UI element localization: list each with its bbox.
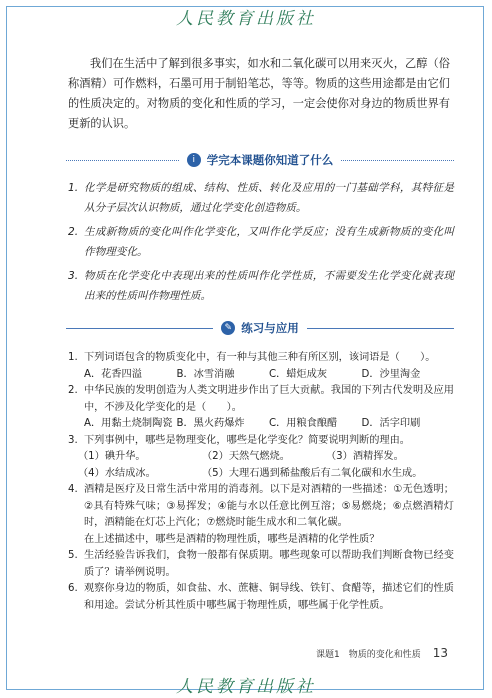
list-item: [68, 222, 454, 262]
page-footer: [316, 646, 448, 660]
question-text: 酒精是医疗及日常生活中常用的消毒剂。以下是对酒精的一些描述：①无色透明；②具有特殊气味；③易挥发；④能与水以任意比例互溶；⑤易燃烧；⑥点燃酒精灯时，酒精能在灯芯上汽化；⑦燃烧时能生成水和二氧化碳。: [84, 484, 454, 528]
pencil-badge-icon: ✎: [221, 321, 235, 335]
question-text: 生活经验告诉我们，食物一般都有保质期。哪些现象可以帮助我们判断食物已经变质了？请举例说明。: [84, 550, 454, 578]
learned-list: [68, 178, 454, 310]
question-4-followup: 在上述描述中，哪些是酒精的物理性质，哪些是酒精的化学性质？: [84, 533, 380, 545]
info-badge-icon: i: [187, 153, 201, 167]
question-2: [68, 383, 454, 416]
question-3-items: [68, 449, 454, 482]
question-number: 2.: [68, 385, 78, 396]
item-number: 3.: [68, 270, 79, 282]
sub-item: （2）天然气燃烧。: [202, 451, 290, 462]
heading-rule-right: [307, 328, 454, 329]
heading-rule-left: [66, 328, 213, 329]
chapter-label: 课题1 物质的变化和性质: [315, 650, 421, 660]
question-text: 下列事例中，哪些是物理变化，哪些是化学变化？简要说明判断的理由。: [84, 434, 410, 446]
heading-rule-right: [341, 160, 454, 161]
option-a: A．用黏土烧制陶瓷: [84, 418, 173, 429]
question-1-options: [68, 367, 454, 384]
question-5: [68, 548, 454, 581]
practice-section-title: 练习与应用: [241, 321, 299, 335]
question-number: 4.: [68, 484, 78, 495]
question-2-options: [68, 416, 454, 433]
question-1: [68, 350, 454, 367]
question-number: 6.: [68, 583, 78, 594]
question-4: [68, 482, 454, 532]
publisher-logo-top: 人民教育出版社: [176, 9, 316, 29]
question-3: [68, 433, 454, 450]
option-c: C．蜡炬成灰: [269, 368, 328, 380]
sub-item: （4）水结成冰。: [78, 467, 156, 479]
page-number: 13: [432, 646, 448, 660]
list-item: [68, 178, 454, 218]
learned-section-title: 学完本课题你知道了什么: [206, 153, 334, 167]
option-d: D．活字印刷: [361, 418, 421, 429]
question-text: 中华民族的发明创造为人类文明进步作出了巨大贡献。我国的下列古代发明及应用中，不涉及化学变化的是（ ）。: [84, 385, 454, 413]
sub-item: （3）酒精挥发。: [326, 451, 404, 462]
option-b: B．冰雪消融: [176, 368, 235, 380]
question-text: 下列词语包含的物质变化中，有一种与其他三种有所区别，该词语是（ ）。: [84, 352, 436, 363]
item-text: 物质在化学变化中表现出来的性质叫作化学性质，不需要发生化学变化就表现出来的性质叫作物理性质。: [84, 270, 454, 302]
item-text: 生成新物质的变化叫作化学变化，又叫作化学反应；没有生成新物质的变化叫作物理变化。: [84, 226, 454, 258]
learned-section-heading: [66, 150, 454, 170]
heading-rule-left: [66, 160, 179, 161]
question-text: 观察你身边的物质，如食盐、水、蔗糖、铜导线、铁钉、食醋等，描述它们的性质和用途。尝试分析其性质中哪些属于物理性质，哪些属于化学性质。: [84, 583, 454, 611]
question-number: 3.: [68, 434, 78, 446]
item-number: 2.: [68, 226, 79, 238]
option-a: A．花香四溢: [84, 368, 142, 380]
question-number: 5.: [68, 550, 78, 561]
question-6: [68, 581, 454, 614]
question-number: 1.: [68, 352, 78, 363]
list-item: [68, 266, 454, 306]
item-number: 1.: [68, 182, 79, 194]
sub-item: （5）大理石遇到稀盐酸后有二氧化碳和水生成。: [202, 467, 423, 479]
sub-item: （1）碘升华。: [78, 451, 146, 462]
publisher-logo-bottom: 人民教育出版社: [176, 677, 316, 697]
option-d: D．沙里淘金: [361, 368, 421, 380]
item-text: 化学是研究物质的组成、结构、性质、转化及应用的一门基础学科，其特征是从分子层次认识物质，通过化学变化创造物质。: [84, 182, 454, 214]
practice-section-heading: [66, 318, 454, 338]
intro-paragraph: 我们在生活中了解到很多事实，如水和二氧化碳可以用来灭火，乙醇（俗称酒精）可作燃料，石墨可用于制铅笔芯，等等。物质的这些用途都是由它们的性质决定的。对物质的变化和性质的学习，一定会使你对身边的物质世界有更新的认识。: [68, 57, 450, 130]
option-b: B．黑火药爆炸: [176, 418, 245, 429]
option-c: C．用粮食酿醋: [269, 418, 338, 429]
exercise-list: [68, 350, 454, 614]
